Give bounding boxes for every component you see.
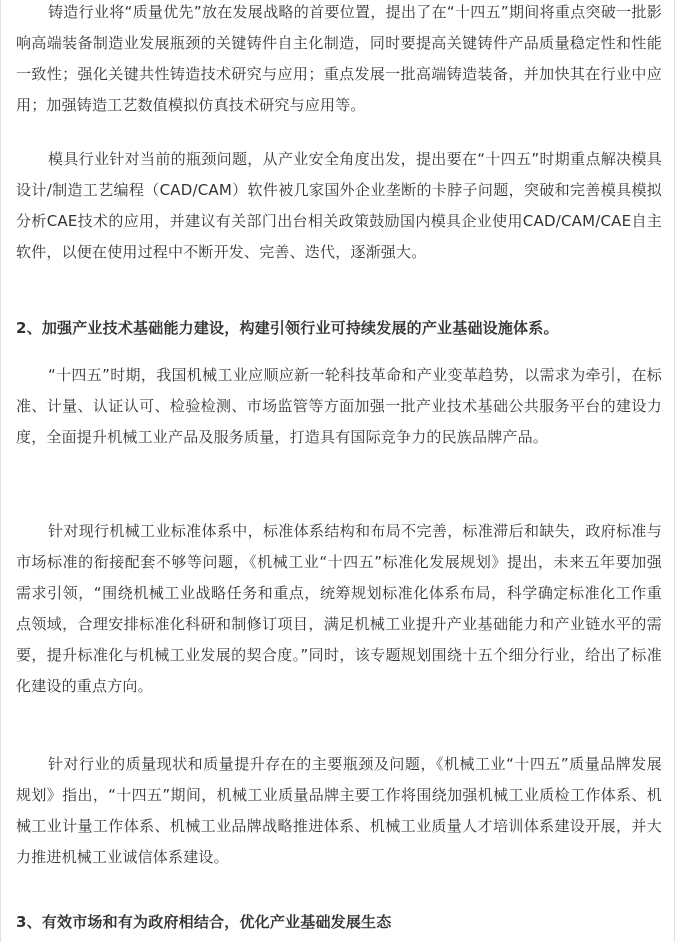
paragraph-casting-industry: 铸造行业将“质量优先”放在发展战略的首要位置，提出了在“十四五”期间将重点突破一批影响高端装备制造业发展瓶颈的关键铸件自主化制造，同时要提高关键铸件产品质量稳定性和性能一致性；强化关键共性铸造技术研究与应用；重点发展一批高端铸造装备，并加快其在行业中应用；加强铸造工艺数值模拟仿真技术研究与应用等。 — [16, 3, 662, 114]
paragraph-standards-system: 针对现行机械工业标准体系中，标准体系结构和布局不完善，标准滞后和缺失，政府标准与市场标准的衔接配套不够等问题，《机械工业“十四五”标准化发展规划》提出，未来五年要加强需求引领，“围绕机械工业战略任务和重点，统筹规划标准化体系布局，科学确定标准化工作重点领域，合理安排标准化科研和制修订项目，满足机械工业提升产业基础能力和产业链水平的需要，提升标准化与机械工业发展的契合度。”同时，该专题规划围绕十五个细分行业，给出了标准化建设的重点方向。 — [16, 522, 662, 695]
section-heading-3: 3、有效市场和有为政府相结合，优化产业基础发展生态 — [16, 913, 392, 931]
paragraph-mold-industry: 模具行业针对当前的瓶颈问题，从产业安全角度出发，提出要在“十四五”时期重点解决模具设计/制造工艺编程（CAD/CAM）软件被几家国外企业垄断的卡脖子问题，突破和完善模具模拟分析CAE技术的应用，并建议有关部门出台相关政策鼓励国内模具企业使用CAD/CAM/CAE自主软件，以便在使用过程中不断开发、完善、迭代，逐渐强大。 — [16, 150, 662, 261]
paragraph-fourteenth-five-year: “十四五”时期，我国机械工业应顺应新一轮科技革命和产业变革趋势，以需求为牵引，在标准、计量、认证认可、检验检测、市场监管等方面加强一批产业技术基础公共服务平台的建设力度，全面提升机械工业产品及服务质量，打造具有国际竞争力的民族品牌产品。 — [16, 366, 662, 446]
section-heading-2: 2、加强产业技术基础能力建设，构建引领行业可持续发展的产业基础设施体系。 — [16, 319, 559, 337]
paragraph-quality-brand: 针对行业的质量现状和质量提升存在的主要瓶颈及问题，《机械工业“十四五”质量品牌发展规划》指出，“十四五”期间，机械工业质量品牌主要工作将围绕加强机械工业质检工作体系、机械工业计量工作体系、机械工业品牌战略推进体系、机械工业质量人才培训体系建设开展，并大力推进机械工业诚信体系建设。 — [16, 755, 662, 866]
